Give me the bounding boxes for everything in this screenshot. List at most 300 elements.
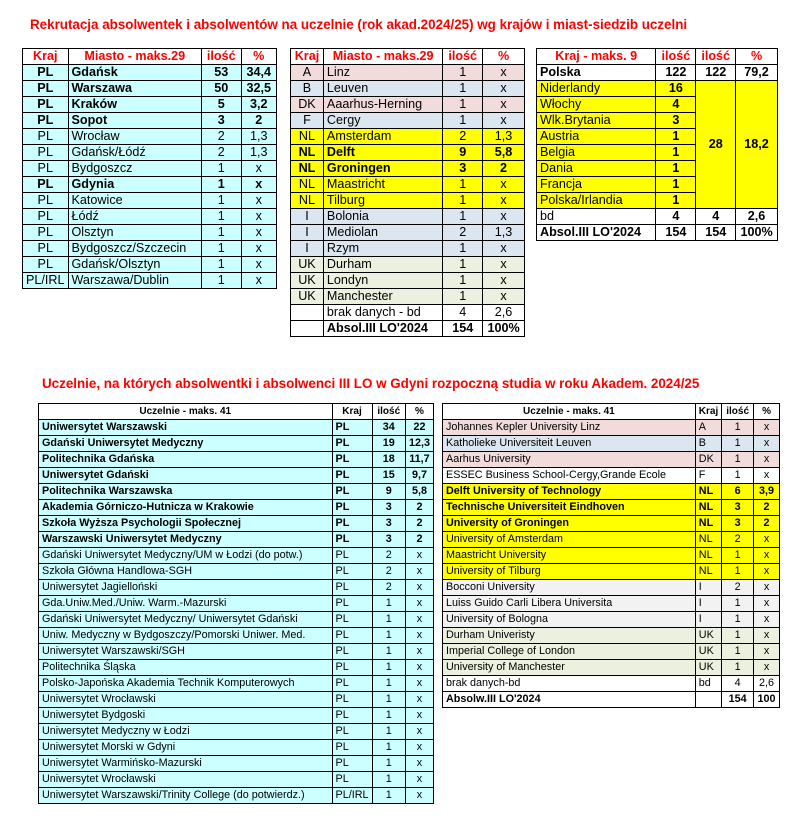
country-cell: Wlk.Brytania: [537, 113, 656, 129]
country-cell: [695, 692, 721, 708]
count-cell: 1: [443, 65, 483, 81]
percent-cell: x: [405, 756, 433, 772]
city-cell: Wrocław: [68, 129, 201, 145]
percent-cell: x: [405, 644, 433, 660]
percent-cell: x: [483, 113, 525, 129]
count-cell: 1: [722, 436, 754, 452]
count-cell: 3: [202, 113, 242, 129]
university-cell: Uniwersytet Wrocławski: [39, 772, 333, 788]
percent-cell: x: [483, 273, 525, 289]
percent-cell: x: [483, 81, 525, 97]
percent-cell: x: [754, 436, 780, 452]
table-foreign-cities: [290, 48, 525, 337]
percent-cell: x: [754, 532, 780, 548]
percent-cell: 2,6: [754, 676, 780, 692]
table-row: [443, 660, 780, 676]
percent-cell: x: [241, 161, 277, 177]
table-row: [39, 740, 434, 756]
count-cell: 3: [722, 500, 754, 516]
percent-cell: x: [754, 468, 780, 484]
country-cell: NL: [291, 161, 324, 177]
percent-cell: 2: [754, 500, 780, 516]
table-row: [291, 273, 525, 289]
count-cell: 1: [372, 596, 405, 612]
university-cell: Durham Univeristy: [443, 628, 696, 644]
country-cell: PL: [332, 596, 372, 612]
percent-cell: x: [483, 177, 525, 193]
city-cell: Katowice: [68, 193, 201, 209]
percent-cell: x: [483, 289, 525, 305]
col-header-count: ilość: [722, 404, 754, 420]
count-cell: 1: [656, 145, 696, 161]
count-cell: 4: [656, 209, 696, 225]
table-row: [291, 321, 525, 337]
percent-cell: x: [241, 193, 277, 209]
count-cell: 1: [443, 177, 483, 193]
percent-cell: 100%: [483, 321, 525, 337]
col-header-country: Kraj: [291, 49, 324, 65]
university-cell: ESSEC Business School-Cergy,Grande Ecole: [443, 468, 696, 484]
table-row: [23, 161, 277, 177]
country-cell: Francja: [537, 177, 656, 193]
university-cell: Absolw.III LO'2024: [443, 692, 696, 708]
table-row: [39, 564, 434, 580]
country-cell: DK: [291, 97, 324, 113]
country-cell: UK: [291, 273, 324, 289]
percent-cell: x: [483, 209, 525, 225]
count-cell: 1: [443, 257, 483, 273]
country-cell: PL: [332, 612, 372, 628]
percent-cell: x: [754, 548, 780, 564]
country-cell: PL: [332, 468, 372, 484]
percent-cell: x: [241, 209, 277, 225]
percent-cell: x: [405, 772, 433, 788]
count-cell: 2: [202, 129, 242, 145]
percent-cell: x: [483, 241, 525, 257]
count-cell: 3: [443, 161, 483, 177]
city-cell: Gdynia: [68, 177, 201, 193]
count-cell: 1: [443, 241, 483, 257]
country-cell: PL: [332, 740, 372, 756]
percent-cell: x: [241, 241, 277, 257]
table-countries: [536, 48, 778, 241]
count-total-cell: 154: [696, 225, 736, 241]
city-cell: Durham: [323, 257, 442, 273]
count-cell: 1: [443, 97, 483, 113]
percent-cell: 100: [754, 692, 780, 708]
universities-title: Uczelnie, na których absolwentki i absolwenci III LO w Gdyni rozpoczną studia w roku Akadem. 2024/25: [42, 376, 700, 391]
country-cell: UK: [291, 257, 324, 273]
percent-cell: x: [405, 708, 433, 724]
table-row: [39, 436, 434, 452]
country-cell: [291, 305, 324, 321]
count-cell: 1: [372, 740, 405, 756]
country-cell: PL: [332, 484, 372, 500]
country-cell: NL: [695, 564, 721, 580]
university-cell: Uniwersytet Morski w Gdyni: [39, 740, 333, 756]
table-row: [443, 564, 780, 580]
country-cell: PL: [23, 113, 69, 129]
percent-cell: 2: [483, 161, 525, 177]
percent-cell: x: [483, 65, 525, 81]
table-row: [443, 548, 780, 564]
percent-cell: x: [483, 193, 525, 209]
country-cell: NL: [695, 484, 721, 500]
percent-cell: x: [754, 644, 780, 660]
col-header-percent: %: [405, 404, 433, 420]
table-row: [291, 209, 525, 225]
country-cell: PL: [332, 436, 372, 452]
count-cell: 1: [656, 161, 696, 177]
percent-cell: x: [405, 740, 433, 756]
percent-cell: 79,2: [736, 65, 778, 81]
table-row: [443, 436, 780, 452]
count-cell: 3: [656, 113, 696, 129]
city-cell: Londyn: [323, 273, 442, 289]
percent-cell: x: [405, 676, 433, 692]
table-row: [23, 97, 277, 113]
percent-cell: x: [405, 788, 433, 804]
city-cell: Gdańsk/Olsztyn: [68, 257, 201, 273]
table-row: [39, 788, 434, 804]
count-cell: 1: [722, 596, 754, 612]
count-cell: 1: [722, 660, 754, 676]
city-cell: Sopot: [68, 113, 201, 129]
percent-cell: x: [483, 97, 525, 113]
col-header-count: ilość: [372, 404, 405, 420]
country-cell: F: [695, 468, 721, 484]
country-cell: PL/IRL: [23, 273, 69, 289]
country-cell: Polska/Irlandia: [537, 193, 656, 209]
country-cell: PL: [23, 145, 69, 161]
country-cell: UK: [695, 660, 721, 676]
country-cell: PL/IRL: [332, 788, 372, 804]
percent-cell: 12,3: [405, 436, 433, 452]
country-cell: PL: [23, 193, 69, 209]
country-cell: NL: [291, 193, 324, 209]
count-cell: 1: [722, 452, 754, 468]
table-row: [23, 129, 277, 145]
table-row: [443, 500, 780, 516]
city-cell: Maastricht: [323, 177, 442, 193]
table-row: [443, 692, 780, 708]
country-cell: PL: [23, 65, 69, 81]
percent-cell: 5,8: [483, 145, 525, 161]
country-cell: PL: [332, 452, 372, 468]
university-cell: Uniwersytet Gdański: [39, 468, 333, 484]
percent-cell: 2: [241, 113, 277, 129]
country-cell: NL: [291, 129, 324, 145]
percent-cell: x: [754, 420, 780, 436]
col-header-country: Kraj: [332, 404, 372, 420]
count-cell: 5: [202, 97, 242, 113]
university-cell: Uniwersytet Wrocławski: [39, 692, 333, 708]
count-cell: 1: [722, 612, 754, 628]
col-header-percent: %: [241, 49, 277, 65]
percent-cell: 1,3: [241, 145, 277, 161]
table-row-total: [537, 225, 778, 241]
city-cell: Kraków: [68, 97, 201, 113]
university-cell: Maastricht University: [443, 548, 696, 564]
count-cell: 1: [722, 420, 754, 436]
city-cell: Manchester: [323, 289, 442, 305]
count-cell: 1: [202, 161, 242, 177]
table-row: [39, 772, 434, 788]
table-row: [443, 628, 780, 644]
university-cell: University of Tilburg: [443, 564, 696, 580]
country-cell: Belgia: [537, 145, 656, 161]
university-cell: Uniwersytet Medyczny w Łodzi: [39, 724, 333, 740]
table-row: [39, 532, 434, 548]
country-cell: PL: [332, 564, 372, 580]
city-cell: Rzym: [323, 241, 442, 257]
table-row: [443, 516, 780, 532]
count-cell: 1: [372, 788, 405, 804]
table-row: [537, 81, 778, 97]
count-cell: 1: [722, 644, 754, 660]
country-cell: NL: [695, 500, 721, 516]
country-cell: PL: [23, 241, 69, 257]
table-row: [443, 452, 780, 468]
table-row: [291, 289, 525, 305]
country-cell: PL: [332, 756, 372, 772]
count-total-cell: 4: [696, 209, 736, 225]
count-cell: 2: [722, 580, 754, 596]
university-cell: University of Manchester: [443, 660, 696, 676]
country-cell: I: [695, 596, 721, 612]
country-cell: UK: [695, 644, 721, 660]
table-row: [23, 273, 277, 289]
count-cell: 1: [372, 772, 405, 788]
percent-cell: x: [241, 257, 277, 273]
table-row: [443, 580, 780, 596]
count-cell: 50: [202, 81, 242, 97]
table-row: [39, 484, 434, 500]
country-cell: PL: [332, 692, 372, 708]
university-cell: University of Amsterdam: [443, 532, 696, 548]
city-cell: Absol.III LO'2024: [323, 321, 442, 337]
count-cell: 1: [202, 193, 242, 209]
university-cell: Uniwersytet Warszawski/SGH: [39, 644, 333, 660]
table-row: [443, 420, 780, 436]
university-cell: Delft University of Technology: [443, 484, 696, 500]
count-cell: 34: [372, 420, 405, 436]
university-cell: Szkoła Wyższa Psychologii Społecznej: [39, 516, 333, 532]
country-cell: Polska: [537, 65, 656, 81]
country-cell: I: [291, 241, 324, 257]
country-cell: PL: [332, 676, 372, 692]
table-row: [39, 756, 434, 772]
table-row: [291, 81, 525, 97]
country-cell: UK: [695, 628, 721, 644]
percent-cell: x: [754, 660, 780, 676]
country-cell: [291, 321, 324, 337]
count-cell: 4: [443, 305, 483, 321]
country-cell: PL: [332, 708, 372, 724]
country-cell: PL: [332, 420, 372, 436]
country-cell: F: [291, 113, 324, 129]
percent-cell: x: [405, 580, 433, 596]
count-cell: 2: [443, 129, 483, 145]
count-cell: 1: [202, 225, 242, 241]
percent-cell: 1,3: [483, 129, 525, 145]
country-cell: PL: [332, 532, 372, 548]
table-row: [39, 676, 434, 692]
table-row: [39, 452, 434, 468]
percent-cell: 3,2: [241, 97, 277, 113]
country-cell: PL: [332, 772, 372, 788]
country-cell: Niderlandy: [537, 81, 656, 97]
count-cell: 1: [722, 628, 754, 644]
percent-cell: x: [405, 660, 433, 676]
percent-cell: 22: [405, 420, 433, 436]
count-cell: 1: [372, 676, 405, 692]
percent-cell: x: [405, 692, 433, 708]
country-cell: PL: [332, 628, 372, 644]
percent-cell: 9,7: [405, 468, 433, 484]
percent-cell: 2: [405, 516, 433, 532]
table-row: [39, 596, 434, 612]
university-cell: Uniwersytet Warmińsko-Mazurski: [39, 756, 333, 772]
table-row: [443, 484, 780, 500]
count-cell: 1: [202, 209, 242, 225]
col-header-university: Uczelnie - maks. 41: [443, 404, 696, 420]
table-polish-universities: [38, 403, 434, 804]
percent-cell: x: [405, 564, 433, 580]
percent-cell: 2: [405, 532, 433, 548]
country-cell: PL: [332, 660, 372, 676]
table-row: [39, 516, 434, 532]
city-cell: Groningen: [323, 161, 442, 177]
city-cell: Tilburg: [323, 193, 442, 209]
table-polish-cities: [22, 48, 277, 289]
country-cell: DK: [695, 452, 721, 468]
count-cell: 1: [372, 724, 405, 740]
percent-cell: 2,6: [736, 209, 778, 225]
percent-cell: x: [405, 724, 433, 740]
city-cell: Gdańsk: [68, 65, 201, 81]
count-cell: 16: [656, 81, 696, 97]
count-cell: 3: [722, 516, 754, 532]
table-row: [23, 241, 277, 257]
table-row: [39, 660, 434, 676]
table-row: [39, 692, 434, 708]
table-row: [291, 65, 525, 81]
percent-cell: x: [754, 596, 780, 612]
table-row: [39, 724, 434, 740]
university-cell: Gdański Uniwersytet Medyczny: [39, 436, 333, 452]
table-row: [39, 708, 434, 724]
city-cell: Leuven: [323, 81, 442, 97]
country-cell: Absol.III LO'2024: [537, 225, 656, 241]
count-cell: 1: [656, 129, 696, 145]
count-cell: 4: [656, 97, 696, 113]
country-cell: PL: [23, 225, 69, 241]
count-cell: 1: [202, 257, 242, 273]
country-cell: PL: [23, 209, 69, 225]
university-cell: Szkoła Główna Handlowa-SGH: [39, 564, 333, 580]
country-cell: bd: [695, 676, 721, 692]
table-row: [291, 241, 525, 257]
table-row: [23, 225, 277, 241]
table-row: [39, 420, 434, 436]
country-cell: PL: [332, 548, 372, 564]
country-cell: Dania: [537, 161, 656, 177]
count-cell: 1: [372, 644, 405, 660]
university-cell: Imperial College of London: [443, 644, 696, 660]
count-cell: 154: [443, 321, 483, 337]
table-row: [291, 305, 525, 321]
count-cell: 2: [372, 564, 405, 580]
col-header-percent: %: [736, 49, 778, 65]
city-cell: brak danych - bd: [323, 305, 442, 321]
city-cell: Bydgoszcz/Szczecin: [68, 241, 201, 257]
table-row: [39, 548, 434, 564]
percent-cell: 100%: [736, 225, 778, 241]
count-cell: 2: [722, 532, 754, 548]
country-cell: NL: [695, 516, 721, 532]
city-cell: Aaarhus-Herning: [323, 97, 442, 113]
country-cell: PL: [332, 516, 372, 532]
count-cell: 122: [656, 65, 696, 81]
count-cell: 1: [443, 289, 483, 305]
city-cell: Warszawa/Dublin: [68, 273, 201, 289]
percent-cell: 2,6: [483, 305, 525, 321]
university-cell: Uniwersytet Jagielloński: [39, 580, 333, 596]
percent-cell: 3,9: [754, 484, 780, 500]
count-cell: 1: [443, 273, 483, 289]
country-cell: I: [291, 225, 324, 241]
col-header-count-total: ilość: [696, 49, 736, 65]
city-cell: Mediolan: [323, 225, 442, 241]
country-cell: PL: [332, 724, 372, 740]
table-row: [291, 257, 525, 273]
percent-cell: x: [405, 596, 433, 612]
col-header-count: ilość: [656, 49, 696, 65]
country-cell: Austria: [537, 129, 656, 145]
country-cell: NL: [695, 548, 721, 564]
count-cell: 2: [372, 580, 405, 596]
col-header-country: Kraj - maks. 9: [537, 49, 656, 65]
percent-cell: 1,3: [241, 129, 277, 145]
count-cell: 1: [443, 113, 483, 129]
city-cell: Amsterdam: [323, 129, 442, 145]
city-cell: Cergy: [323, 113, 442, 129]
university-cell: Politechnika Warszawska: [39, 484, 333, 500]
table-row: [23, 193, 277, 209]
country-cell: I: [291, 209, 324, 225]
university-cell: Luiss Guido Carli Libera Universita: [443, 596, 696, 612]
country-cell: PL: [23, 97, 69, 113]
count-total-cell: 122: [696, 65, 736, 81]
university-cell: Gdański Uniwersytet Medyczny/ Uniwersytet Gdański: [39, 612, 333, 628]
percent-cell: x: [405, 548, 433, 564]
count-cell: 3: [372, 500, 405, 516]
country-cell: PL: [332, 644, 372, 660]
percent-cell: 2: [754, 516, 780, 532]
count-cell: 19: [372, 436, 405, 452]
table-row: [39, 612, 434, 628]
university-cell: University of Groningen: [443, 516, 696, 532]
table-row: [291, 145, 525, 161]
table-row: [443, 468, 780, 484]
percent-cell: x: [241, 273, 277, 289]
country-cell: PL: [23, 257, 69, 273]
col-header-city: Miasto - maks.29: [323, 49, 442, 65]
count-cell: 154: [656, 225, 696, 241]
percent-cell: x: [405, 628, 433, 644]
country-cell: NL: [291, 145, 324, 161]
